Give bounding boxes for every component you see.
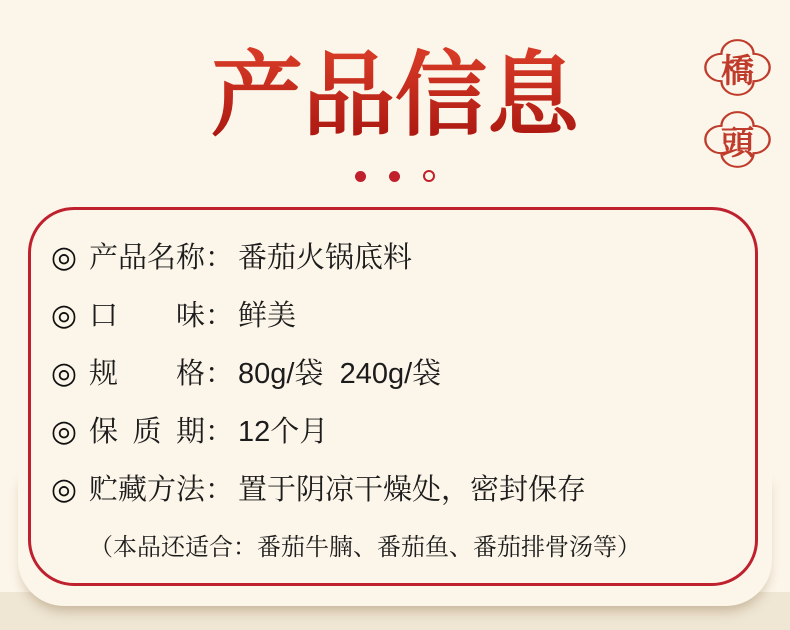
row-value: 置于阴凉干燥处，密封保存 — [238, 474, 587, 506]
double-circle-bullet-icon: ◎ — [50, 299, 78, 332]
double-circle-bullet-icon: ◎ — [50, 415, 78, 448]
row-colon: ： — [205, 358, 235, 390]
double-circle-bullet-icon: ◎ — [50, 473, 78, 506]
dot-filled-icon — [389, 171, 400, 182]
row-label: 产品名称 — [89, 242, 206, 274]
row-colon: ： — [205, 474, 235, 506]
row-value: 80g/袋 240g/袋 — [238, 358, 442, 390]
seal-stamp-bottom — [704, 111, 771, 168]
row-label: 贮藏方法 — [89, 474, 206, 506]
row-value: 12个月 — [238, 416, 329, 448]
row-label: 规格 — [89, 358, 205, 390]
dot-outlined-icon — [423, 170, 435, 182]
brand-seal — [704, 39, 771, 168]
row-label: 保质期 — [89, 416, 205, 448]
info-row-specification — [49, 359, 741, 389]
info-row-storage — [49, 475, 741, 505]
double-circle-bullet-icon: ◎ — [50, 241, 78, 274]
row-colon: ： — [205, 300, 235, 332]
row-value: 鲜美 — [238, 300, 297, 332]
dot-filled-icon — [355, 171, 366, 182]
product-info-box — [28, 207, 758, 586]
info-row-shelf-life — [49, 417, 741, 447]
row-value: 番茄火锅底料 — [238, 242, 413, 274]
row-label: 口味 — [89, 300, 205, 332]
info-note: （本品还适合：番茄牛腩、番茄鱼、番茄排骨汤等） — [89, 534, 641, 561]
seal-char-bottom: 頭 — [721, 125, 754, 162]
seal-stamp-top — [704, 39, 771, 96]
page-title: 产品信息 — [0, 44, 790, 150]
double-circle-bullet-icon: ◎ — [50, 357, 78, 390]
row-colon: ： — [205, 416, 235, 448]
info-row-flavor — [49, 301, 741, 331]
info-row-product-name — [49, 243, 741, 273]
carousel-dots — [0, 170, 790, 182]
row-colon: ： — [205, 242, 235, 274]
seal-char-top: 橋 — [721, 53, 754, 90]
